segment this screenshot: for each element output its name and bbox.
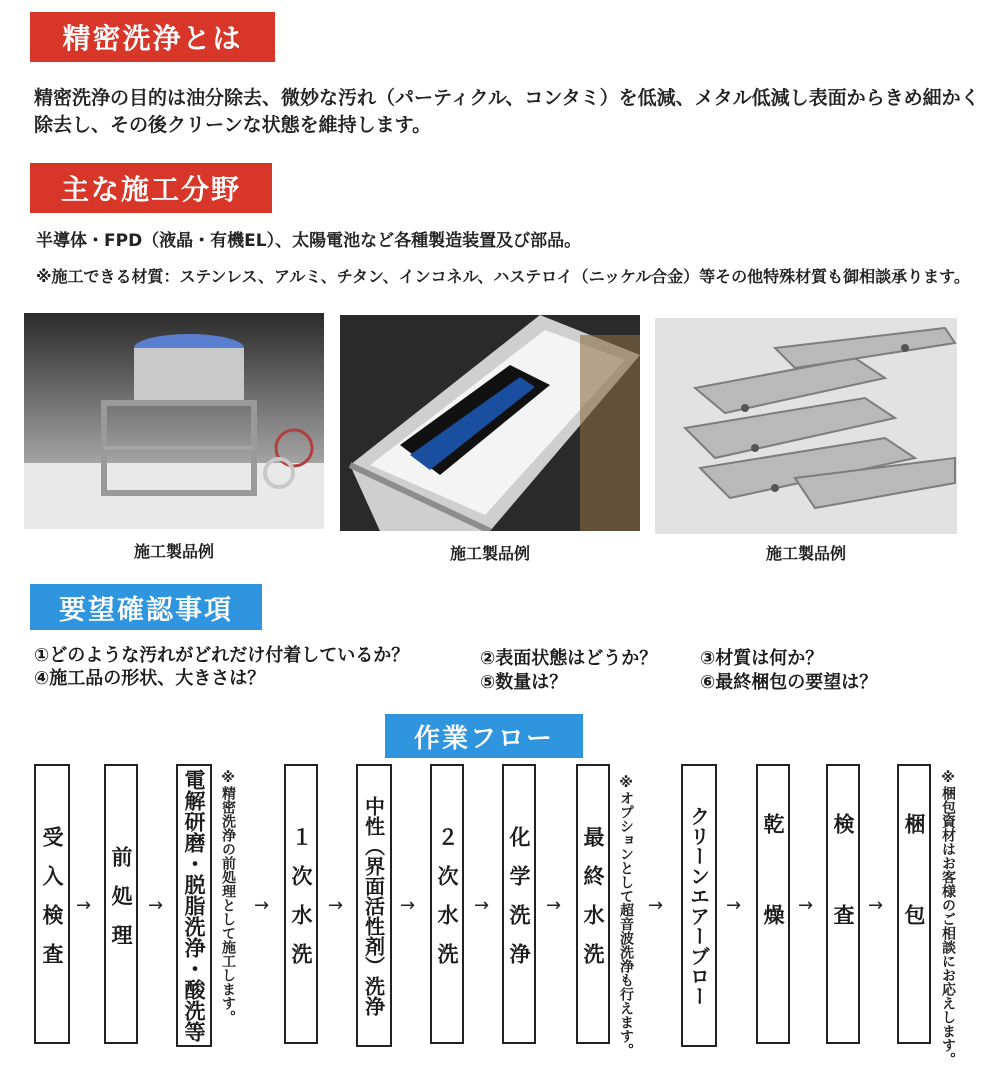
flow-arrow: → <box>868 895 884 916</box>
fields-line-2: ※施工できる材質：ステンレス、アルミ、チタン、インコネル、ハステロイ（ニッケル合金）等その他特殊材質も御相談承ります。 <box>36 267 970 286</box>
flow-step-label: 中性（界面活性剤）洗浄 <box>361 795 386 1016</box>
flow-arrow: → <box>546 895 562 916</box>
flow-step-electropolish <box>176 764 212 1047</box>
flow-step-label: 検査 <box>831 813 855 995</box>
flow-arrow: → <box>726 895 742 916</box>
heading-about: 精密洗浄とは <box>30 12 275 62</box>
flow-step-drying <box>756 764 790 1044</box>
flow-arrow: → <box>648 895 664 916</box>
photo-caption-2: 施工製品例 <box>449 544 530 563</box>
flow-step-pretreatment <box>104 764 138 1044</box>
flow-arrow: → <box>254 895 270 916</box>
flow-step-neutral-wash <box>356 764 392 1047</box>
flow-step-final-rinse <box>576 764 610 1044</box>
request-item-5: ⑤数量は？ <box>480 672 568 693</box>
flow-step-label: 最終水洗 <box>581 826 605 982</box>
flow-step-clean-air-blow <box>681 764 717 1047</box>
about-line-2: 除去し、その後クリーンな状態を維持します。 <box>34 114 432 136</box>
flow-arrow: → <box>798 895 814 916</box>
flow-step-label: 乾燥 <box>761 813 785 995</box>
flow-step-label: 前処理 <box>109 845 133 963</box>
flow-arrow: → <box>328 895 344 916</box>
product-photo-2 <box>340 315 640 531</box>
photo-2-graphic <box>340 315 640 531</box>
about-text <box>34 85 984 139</box>
flow-step-label: ２次水洗 <box>435 826 459 982</box>
flow-note-ultrasonic: ※オプションとして超音波洗浄も行えます。 <box>618 775 634 1057</box>
flow-step-receiving-inspection <box>34 764 70 1044</box>
heading-requests: 要望確認事項 <box>30 584 262 630</box>
photo-3-graphic <box>655 318 957 534</box>
heading-fields: 主な施工分野 <box>30 163 272 213</box>
flow-step-label: 梱包 <box>902 813 926 995</box>
photo-1-graphic <box>24 313 324 529</box>
flow-step-chemical-wash <box>502 764 536 1044</box>
flow-step-inspection <box>826 764 860 1044</box>
flow-arrow: → <box>474 895 490 916</box>
heading-flow: 作業フロー <box>385 714 583 758</box>
flow-step-label: 受入検査 <box>40 826 64 982</box>
flow-step-second-rinse <box>430 764 464 1044</box>
request-item-2: ②表面状態はどうか？ <box>480 648 658 669</box>
flow-step-label: 化学洗浄 <box>507 826 531 982</box>
flow-step-label: １次水洗 <box>289 826 313 982</box>
product-photo-1 <box>24 313 324 529</box>
flow-step-label: クリーンエアーブロー <box>686 805 711 1006</box>
photo-caption-3: 施工製品例 <box>765 544 846 563</box>
product-photo-3 <box>655 318 957 534</box>
flow-arrow: → <box>76 895 92 916</box>
flow-arrow: → <box>148 895 164 916</box>
about-line-1: 精密洗浄の目的は油分除去、微妙な汚れ（パーティクル、コンタミ）を低減、メタル低減し表面からきめ細かく <box>34 87 980 109</box>
flow-step-label: 電解研磨・脱脂洗浄・酸洗等 <box>182 769 206 1042</box>
flow-arrow: → <box>400 895 416 916</box>
request-item-1: ①どのような汚れがどれだけ付着しているか？ <box>34 645 410 666</box>
flow-note-packing: ※梱包資材はお客様のご相談にお応えします。 <box>940 770 956 1066</box>
flow-step-first-rinse <box>284 764 318 1044</box>
flow-step-packing <box>897 764 931 1044</box>
photo-caption-1: 施工製品例 <box>133 542 214 561</box>
flow-note-pretreatment: ※精密洗浄の前処理として施工します。 <box>220 770 236 1024</box>
request-item-3: ③材質は何か？ <box>700 648 824 669</box>
request-item-4: ④施工品の形状、大きさは？ <box>34 668 266 689</box>
request-item-6: ⑥最終梱包の要望は？ <box>700 672 878 693</box>
fields-line-1: 半導体・FPD（液晶・有機EL）、太陽電池など各種製造装置及び部品。 <box>36 231 582 251</box>
